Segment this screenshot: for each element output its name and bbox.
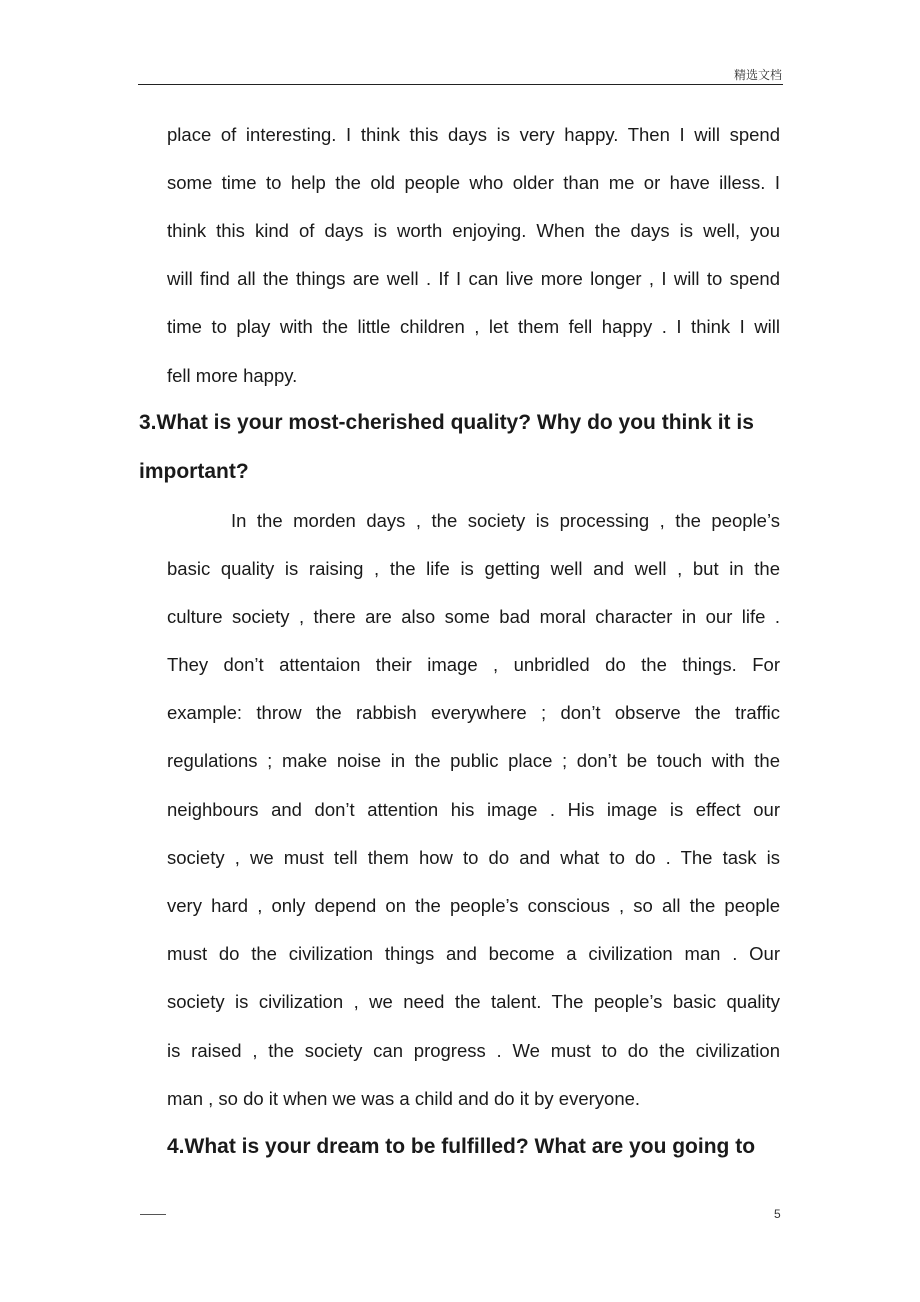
paragraph-line: think this kind of days is worth enjoying. When the days is well, you [167, 220, 780, 241]
header-rule [138, 84, 783, 85]
paragraph-line: society is civilization , we need the talent. The people’s basic quality [167, 991, 780, 1012]
question-3-heading: 3.What is your most-cherished quality? Why do you think it is [139, 411, 754, 434]
paragraph-line: very hard , only depend on the people’s conscious , so all the people [167, 895, 780, 916]
paragraph-line: regulations ; make noise in the public place ; don’t be touch with the [167, 750, 780, 771]
paragraph-line: time to play with the little children , let them fell happy . I think I will [167, 316, 780, 337]
paragraph-line: will find all the things are well . If I can live more longer , I will to spend [167, 268, 780, 289]
paragraph-line: basic quality is raising , the life is getting well and well , but in the [167, 558, 780, 579]
footer-dash [140, 1214, 166, 1215]
paragraph-line: culture society , there are also some bad moral character in our life . [167, 606, 780, 627]
paragraph-line: example: throw the rabbish everywhere ; don’t observe the traffic [167, 702, 780, 723]
paragraph-line: is raised , the society can progress . We must to do the civilization [167, 1040, 780, 1061]
paragraph-line: man , so do it when we was a child and do it by everyone. [167, 1088, 641, 1109]
page-header-label: 精选文档 [733, 68, 782, 82]
paragraph-line: In the morden days , the society is processing , the people’s [231, 510, 780, 531]
paragraph-line: some time to help the old people who older than me or have illess. I [167, 172, 780, 193]
paragraph-line: They don’t attentaion their image , unbridled do the things. For [167, 654, 780, 675]
page-number: 5 [774, 1207, 781, 1221]
paragraph-line: neighbours and don’t attention his image . His image is effect our [167, 799, 780, 820]
paragraph-line: must do the civilization things and become a civilization man . Our [167, 943, 780, 964]
paragraph-line: society , we must tell them how to do and what to do . The task is [167, 847, 780, 868]
question-3-heading-cont: important? [139, 460, 249, 483]
paragraph-line: place of interesting. I think this days is very happy. Then I will spend [167, 124, 780, 145]
question-4-heading: 4.What is your dream to be fulfilled? What are you going to [167, 1135, 756, 1158]
paragraph-line: fell more happy. [167, 365, 298, 386]
